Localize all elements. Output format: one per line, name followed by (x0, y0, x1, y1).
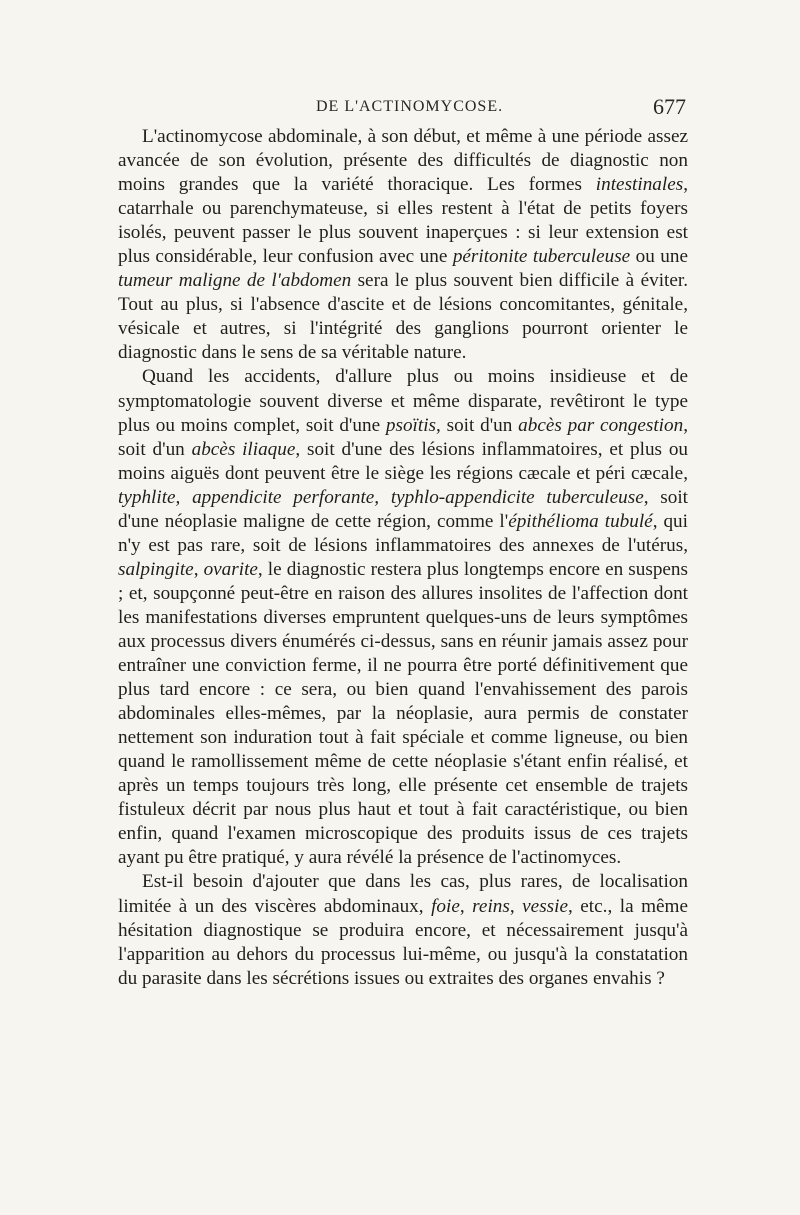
italic-text: ovarite (203, 558, 258, 580)
text-run: , soit d'une néoplasie maligne de cette région, comme l' (118, 486, 688, 532)
italic-text: reins (472, 895, 510, 917)
text-run: Est-il besoin d'ajouter que dans les cas, plus rares, de localisation limitée à un des viscères abdominaux, (118, 871, 688, 917)
text-run: , soit d'un (118, 414, 688, 460)
text-run: , (459, 895, 473, 917)
paragraph (118, 870, 688, 990)
text-run: , etc., la même hésitation diagnostique se produira encore, et nécessairement jusqu'à l'apparition au dehors du processus lui-même, ou jusqu'à la constatation du parasite dans les sécrétions issues ou extraites des organes envahis ? (118, 895, 689, 989)
paragraph (118, 125, 688, 365)
italic-text: abcès par congestion (518, 414, 684, 436)
italic-text: péritonite tuberculeuse (452, 246, 631, 268)
text-run: , qui n'y est pas rare, soit de lésions inflammatoires des annexes de l'utérus, (118, 510, 688, 556)
paragraph (118, 365, 688, 870)
page-header (118, 94, 690, 124)
page-number: 677 (653, 94, 686, 119)
italic-text: psoïtis (385, 414, 437, 436)
italic-text: épithélioma tubulé (508, 510, 653, 532)
text-run: L'actinomycose abdominale, à son début, et même à une période assez avancée de son évolution, présente des difficultés de diagnostic non moins grandes que la variété thoracique. Les formes (118, 126, 688, 196)
text-run: , catarrhale ou parenchymateuse, si elles restent à l'état de petits foyers isolés, peuvent passer le plus souvent inaperçues : si leur extension est plus considérable, leur confusion avec une (118, 174, 688, 268)
text-run: , (193, 558, 204, 580)
body-text (118, 125, 688, 991)
text-run: , soit d'un (436, 414, 519, 436)
italic-text: tumeur maligne de l'abdomen (118, 270, 352, 292)
running-title: DE L'ACTINOMYCOSE. (316, 98, 504, 115)
text-run: , soit d'une des lésions inflammatoires, et plus ou moins aiguës dont peuvent être le siège les régions cæcale et péri cæcale, (118, 438, 689, 484)
italic-text: foie (431, 895, 460, 917)
italic-text: vessie (522, 895, 568, 917)
italic-text: salpingite (118, 558, 194, 580)
text-run: , le diagnostic restera plus longtemps encore en suspens ; et, soupçonné peut-être en raison des allures insolites de l'affection dont les manifestations diverses empruntent quelques-uns de leurs symptômes aux processus divers énumérés ci-dessus, sans en réunir jamais assez pour entraîner une conviction ferme, il ne pourra être porté définitivement que plus tard encore : ce sera, ou bien quand l'envahissement des parois abdominales elles-mêmes, par la néoplasie, aura permis de constater nettement son induration tout à fait spéciale et comme ligneuse, ou bien quand le ramollissement même de cette néoplasie s'étant enfin réalisé, et après un temps toujours très long, elle présente cet ensemble de trajets fistuleux décrit par nous plus haut et tout à fait caractéristique, ou bien enfin, quand l'examen microscopique des produits issus de ces trajets ayant pu être pratiqué, y aura révélé la présence de l'actinomyces. (118, 558, 688, 869)
text-run: sera le plus souvent bien difficile à éviter. Tout au plus, si l'absence d'ascite et de lésions concomitantes, génitale, vésicale et autres, si l'intégrité des ganglions pourront orienter le diagnostic dans le sens de sa véritable nature. (118, 270, 688, 364)
text-run: , (509, 895, 523, 917)
text-run: Quand les accidents, d'allure plus ou moins insidieuse et de symptomatologie souvent diverse et même disparate, revêtiront le type plus ou moins complet, soit d'une (118, 366, 688, 436)
italic-text: abcès iliaque (191, 438, 296, 460)
text-run: ou une (630, 246, 688, 268)
italic-text: intestinales (595, 174, 684, 196)
italic-text: typhlite, appendicite perforante, typhlo-appendicite tuberculeuse (118, 486, 644, 508)
